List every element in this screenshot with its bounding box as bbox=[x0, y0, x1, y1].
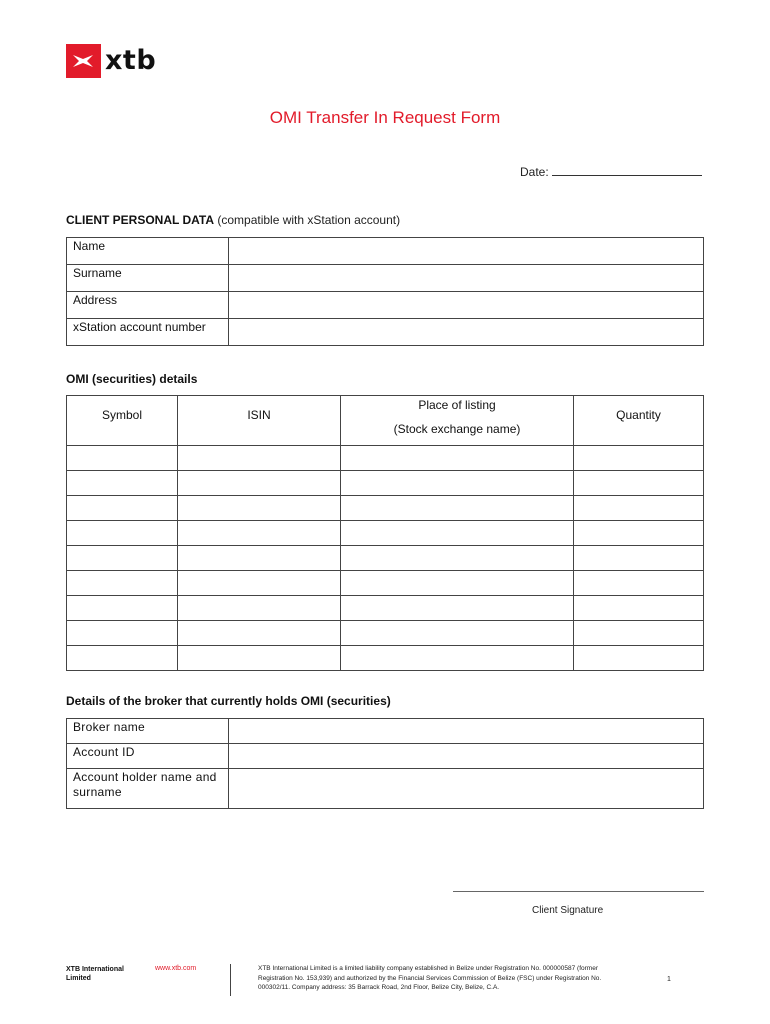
table-row bbox=[67, 646, 704, 671]
label-broker-name: Broker name bbox=[67, 719, 229, 744]
table-row bbox=[67, 596, 704, 621]
label-account-holder: Account holder name and surname bbox=[67, 769, 229, 809]
table-row bbox=[67, 719, 704, 744]
footer-divider bbox=[230, 964, 231, 996]
footer-website-link[interactable]: www.xtb.com bbox=[155, 965, 197, 972]
label-account-id: Account ID bbox=[67, 744, 229, 769]
table-header-row bbox=[67, 396, 704, 446]
quantity-cell[interactable] bbox=[574, 646, 704, 671]
signature-line[interactable] bbox=[453, 891, 704, 892]
place-cell[interactable] bbox=[341, 496, 574, 521]
account-holder-field[interactable] bbox=[229, 769, 704, 809]
quantity-cell[interactable] bbox=[574, 571, 704, 596]
quantity-cell[interactable] bbox=[574, 521, 704, 546]
broker-details-table bbox=[66, 718, 704, 809]
table-row bbox=[67, 319, 704, 346]
symbol-cell[interactable] bbox=[67, 646, 178, 671]
col-place-of-listing bbox=[341, 396, 574, 446]
address-field[interactable] bbox=[229, 292, 704, 319]
personal-data-heading-bold: CLIENT PERSONAL DATA bbox=[66, 213, 215, 227]
account-id-field[interactable] bbox=[229, 744, 704, 769]
omi-details-heading: OMI (securities) details bbox=[66, 372, 198, 386]
page-number: 1 bbox=[667, 976, 671, 983]
form-title: OMI Transfer In Request Form bbox=[269, 108, 501, 127]
isin-cell[interactable] bbox=[178, 471, 341, 496]
symbol-cell[interactable] bbox=[67, 621, 178, 646]
table-row bbox=[67, 496, 704, 521]
signature-label: Client Signature bbox=[532, 905, 604, 916]
col-place-line1: Place of listing bbox=[418, 398, 496, 412]
place-cell[interactable] bbox=[341, 446, 574, 471]
symbol-cell[interactable] bbox=[67, 496, 178, 521]
table-row bbox=[67, 744, 704, 769]
table-row bbox=[67, 769, 704, 809]
table-row bbox=[67, 621, 704, 646]
omi-details-table bbox=[66, 395, 704, 671]
col-isin: ISIN bbox=[178, 396, 341, 446]
personal-data-heading-note: (compatible with xStation account) bbox=[217, 213, 401, 227]
label-surname: Surname bbox=[67, 265, 229, 292]
symbol-cell[interactable] bbox=[67, 546, 178, 571]
col-quantity: Quantity bbox=[574, 396, 704, 446]
table-row bbox=[67, 571, 704, 596]
place-cell[interactable] bbox=[341, 596, 574, 621]
personal-data-table bbox=[66, 237, 704, 346]
place-cell[interactable] bbox=[341, 521, 574, 546]
isin-cell[interactable] bbox=[178, 496, 341, 521]
broker-details-heading: Details of the broker that currently holds OMI (securities) bbox=[66, 694, 391, 708]
table-row bbox=[67, 292, 704, 319]
col-symbol: Symbol bbox=[67, 396, 178, 446]
quantity-cell[interactable] bbox=[574, 446, 704, 471]
symbol-cell[interactable] bbox=[67, 596, 178, 621]
broker-name-field[interactable] bbox=[229, 719, 704, 744]
label-address: Address bbox=[67, 292, 229, 319]
isin-cell[interactable] bbox=[178, 571, 341, 596]
place-cell[interactable] bbox=[341, 546, 574, 571]
symbol-cell[interactable] bbox=[67, 571, 178, 596]
symbol-cell[interactable] bbox=[67, 446, 178, 471]
footer-company: XTB International Limited bbox=[66, 966, 124, 982]
footer-legal-text: XTB International Limited is a limited liability company established in Belize under Registration No. 000000587 (former Registration No. 153,939) and authorized by the Financial Services Commission of Belize (FSC) under Registration No. 000302/11. Company address: 35 Barrack Road, 2nd Floor, Belize City, Belize, C.A. bbox=[258, 965, 602, 991]
name-field[interactable] bbox=[229, 238, 704, 265]
logo-text: xtb bbox=[105, 45, 157, 76]
surname-field[interactable] bbox=[229, 265, 704, 292]
table-row bbox=[67, 238, 704, 265]
quantity-cell[interactable] bbox=[574, 471, 704, 496]
xtb-logo-mark-icon bbox=[66, 44, 101, 78]
table-row bbox=[67, 446, 704, 471]
quantity-cell[interactable] bbox=[574, 596, 704, 621]
isin-cell[interactable] bbox=[178, 446, 341, 471]
isin-cell[interactable] bbox=[178, 546, 341, 571]
isin-cell[interactable] bbox=[178, 596, 341, 621]
table-row bbox=[67, 471, 704, 496]
table-row bbox=[67, 546, 704, 571]
col-place-line2: (Stock exchange name) bbox=[393, 422, 521, 436]
label-xstation-account: xStation account number bbox=[67, 319, 229, 346]
table-row bbox=[67, 265, 704, 292]
quantity-cell[interactable] bbox=[574, 546, 704, 571]
xtb-logo bbox=[66, 44, 156, 78]
date-field[interactable] bbox=[520, 165, 702, 179]
place-cell[interactable] bbox=[341, 621, 574, 646]
isin-cell[interactable] bbox=[178, 521, 341, 546]
isin-cell[interactable] bbox=[178, 646, 341, 671]
place-cell[interactable] bbox=[341, 471, 574, 496]
label-name: Name bbox=[67, 238, 229, 265]
quantity-cell[interactable] bbox=[574, 621, 704, 646]
table-row bbox=[67, 521, 704, 546]
place-cell[interactable] bbox=[341, 646, 574, 671]
date-label: Date: bbox=[520, 165, 549, 179]
symbol-cell[interactable] bbox=[67, 471, 178, 496]
place-cell[interactable] bbox=[341, 571, 574, 596]
date-input-line[interactable] bbox=[552, 165, 702, 176]
isin-cell[interactable] bbox=[178, 621, 341, 646]
personal-data-heading bbox=[66, 213, 400, 227]
quantity-cell[interactable] bbox=[574, 496, 704, 521]
symbol-cell[interactable] bbox=[67, 521, 178, 546]
xstation-account-field[interactable] bbox=[229, 319, 704, 346]
